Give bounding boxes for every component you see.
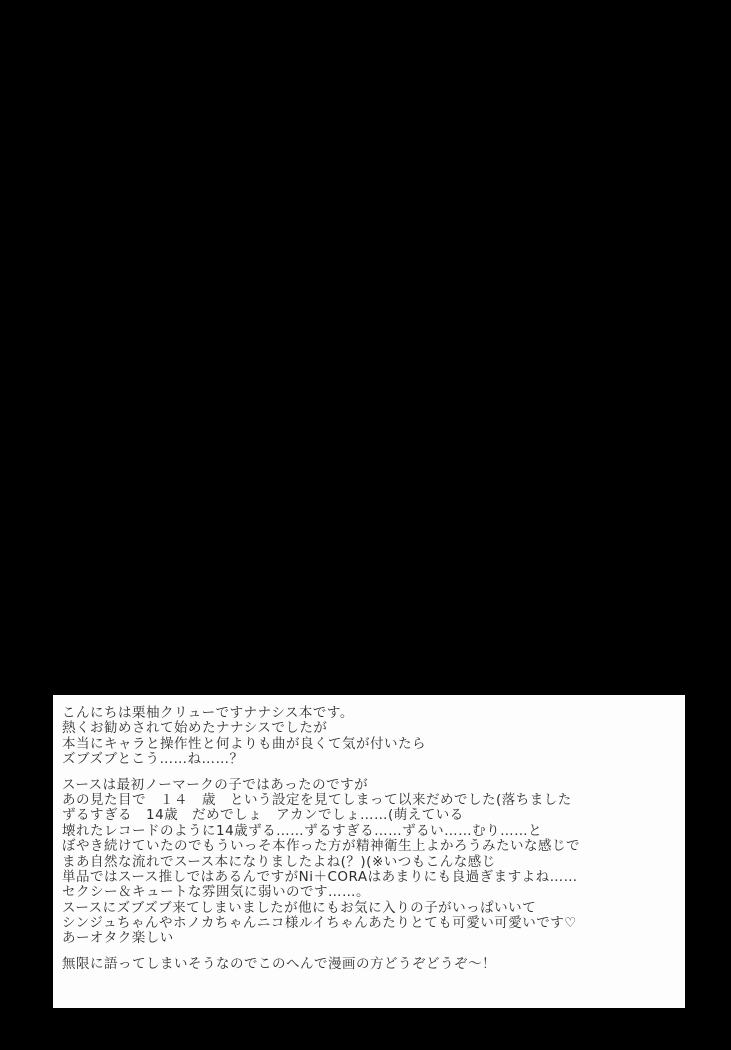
afterword-line: ズブズブとこう……ね……？ bbox=[62, 751, 244, 768]
afterword-paper bbox=[53, 695, 685, 1008]
afterword-line: あーオタク楽しい bbox=[62, 930, 174, 947]
afterword-line: 単品ではスース推しではあるんですがNi＋CORAはあまりにも良過ぎますよね…… bbox=[62, 868, 578, 885]
afterword-line: あの見た目で １４ 歳 という設定を見てしまって以来だめでした(落ちました bbox=[62, 791, 572, 808]
afterword-line: セクシー＆キュートな雰囲気に弱いのです……。 bbox=[62, 884, 370, 901]
afterword-line: スースは最初ノーマークの子ではあったのですが bbox=[62, 776, 369, 793]
afterword-line: まあ自然な流れでスース本になりましたよね(？)(※いつもこんな感じ bbox=[62, 853, 496, 870]
afterword-line: シンジュちゃんやホノカちゃんニコ様ルイちゃんあたりとても可愛い可愛いです♡ bbox=[62, 915, 577, 932]
afterword-line: ずるすぎる 14歳 だめでしょ アカンでしょ……(萌えている bbox=[62, 807, 464, 824]
afterword-line: スースにズブズブ来てしまいましたが他にもお気に入りの子がいっぱいいて bbox=[62, 899, 537, 916]
afterword-line: こんにちは栗柚クリューですナナシス本です。 bbox=[62, 705, 354, 721]
afterword-line: 熱くお勧めされて始めたナナシスでしたが bbox=[62, 720, 328, 737]
afterword-line: 無限に語ってしまいそうなのでこのへんで漫画の方どうぞどうぞ～！ bbox=[62, 955, 496, 972]
afterword-line: 本当にキャラと操作性と何よりも曲が良くて気が付いたら bbox=[62, 735, 426, 752]
afterword-text-block bbox=[62, 706, 677, 972]
afterword-line: 壊れたレコードのように14歳ずる……ずるすぎる……ずるい……むり……と bbox=[62, 822, 543, 839]
afterword-line: ぼやき続けていたのでもういっそ本作った方が精神衛生上よかろうみたいな感じで bbox=[62, 838, 580, 855]
